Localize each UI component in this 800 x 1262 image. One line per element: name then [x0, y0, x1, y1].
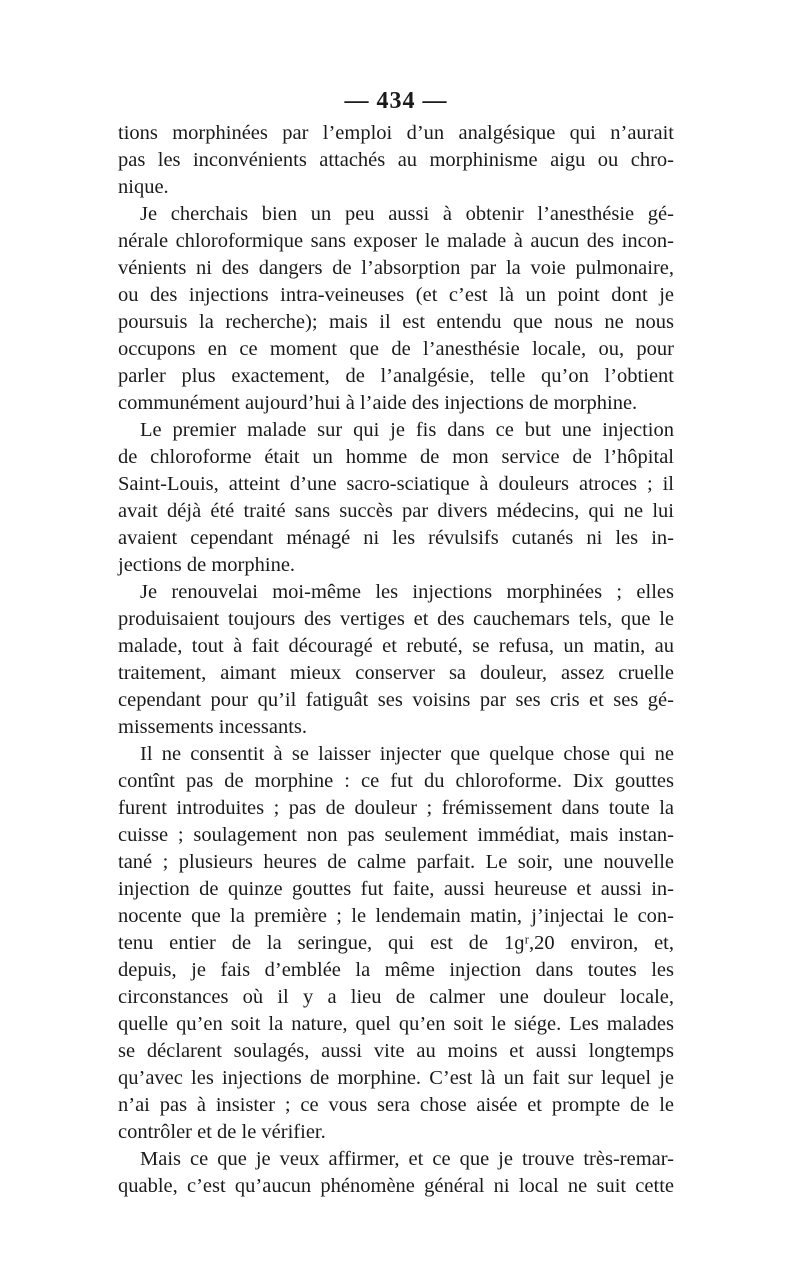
page — [118, 86, 674, 1200]
text-line: occupons en ce moment que de l’anesthésie locale, ou, pour — [118, 338, 674, 360]
text-line: Il ne consentit à se laisser injecter que quelque chose qui ne — [140, 743, 674, 765]
text-line: Saint-Louis, atteint d’une sacro-sciatique à douleurs atroces ; il — [118, 473, 674, 495]
text-line: poursuis la recherche); mais il est entendu que nous ne nous — [118, 311, 674, 333]
text-line: vénients ni des dangers de l’absorption par la voie pulmonaire, — [118, 257, 674, 279]
text-line: n’ai pas à insister ; ce vous sera chose aisée et prompte de le — [118, 1094, 674, 1116]
text-line: nérale chloroformique sans exposer le malade à aucun des incon- — [118, 230, 674, 252]
text-line: communément aujourd’hui à l’aide des injections de morphine. — [118, 392, 638, 414]
text-line: depuis, je fais d’emblée la même injection dans toutes les — [118, 959, 674, 981]
text-line: missements incessants. — [118, 716, 308, 738]
text-line: ou des injections intra-veineuses (et c’est là un point dont je — [118, 284, 674, 306]
text-line: avait déjà été traité sans succès par divers médecins, qui ne lui — [118, 500, 674, 522]
text-line: se déclarent soulagés, aussi vite au moins et aussi longtemps — [118, 1040, 674, 1062]
text-line: jections de morphine. — [118, 554, 296, 576]
text-line: Mais ce que je veux affirmer, et ce que je trouve très-remar- — [140, 1148, 674, 1170]
text-line: Je renouvelai moi-même les injections morphinées ; elles — [140, 581, 674, 603]
text-body — [118, 120, 674, 1200]
text-line: quelle qu’en soit la nature, quel qu’en soit le siége. Les malades — [118, 1013, 674, 1035]
text-line: parler plus exactement, de l’analgésie, telle qu’on l’obtient — [118, 365, 674, 387]
text-line: circonstances où il y a lieu de calmer une douleur locale, — [118, 986, 674, 1008]
text-line: pas les inconvénients attachés au morphinisme aigu ou chro- — [118, 149, 674, 171]
text-line: qu’avec les injections de morphine. C’est là un fait sur lequel je — [118, 1067, 674, 1089]
text-line: contînt pas de morphine : ce fut du chloroforme. Dix gouttes — [118, 770, 674, 792]
text-line: tané ; plusieurs heures de calme parfait. Le soir, une nouvelle — [118, 851, 674, 873]
text-line: injection de quinze gouttes fut faite, aussi heureuse et aussi in- — [118, 878, 674, 900]
text-line: traitement, aimant mieux conserver sa douleur, assez cruelle — [118, 662, 674, 684]
text-line: quable, c’est qu’aucun phénomène général ni local ne suit cette — [118, 1175, 674, 1197]
text-line: avaient cependant ménagé ni les révulsifs cutanés ni les in- — [118, 527, 674, 549]
text-line: nocente que la première ; le lendemain matin, j’injectai le con- — [118, 905, 674, 927]
text-line: nique. — [118, 176, 169, 198]
text-line: cuisse ; soulagement non pas seulement immédiat, mais instan- — [118, 824, 674, 846]
text-line: de chloroforme était un homme de mon service de l’hôpital — [118, 446, 674, 468]
page-number: — 434 — — [344, 88, 448, 114]
text-line: Le premier malade sur qui je fis dans ce but une injection — [140, 419, 674, 441]
text-line: Je cherchais bien un peu aussi à obtenir l’anesthésie gé- — [140, 203, 674, 225]
text-line: tions morphinées par l’emploi d’un analgésique qui n’aurait — [118, 122, 674, 144]
text-line: malade, tout à fait découragé et rebuté, se refusa, un matin, au — [118, 635, 674, 657]
text-line: contrôler et de le vérifier. — [118, 1121, 326, 1143]
text-line: produisaient toujours des vertiges et des cauchemars tels, que le — [118, 608, 674, 630]
text-line: cependant pour qu’il fatiguât ses voisins par ses cris et ses gé- — [118, 689, 674, 711]
text-line: tenu entier de la seringue, qui est de 1ɡʳ,20 environ, et, — [118, 932, 674, 954]
text-line: furent introduites ; pas de douleur ; frémissement dans toute la — [118, 797, 674, 819]
